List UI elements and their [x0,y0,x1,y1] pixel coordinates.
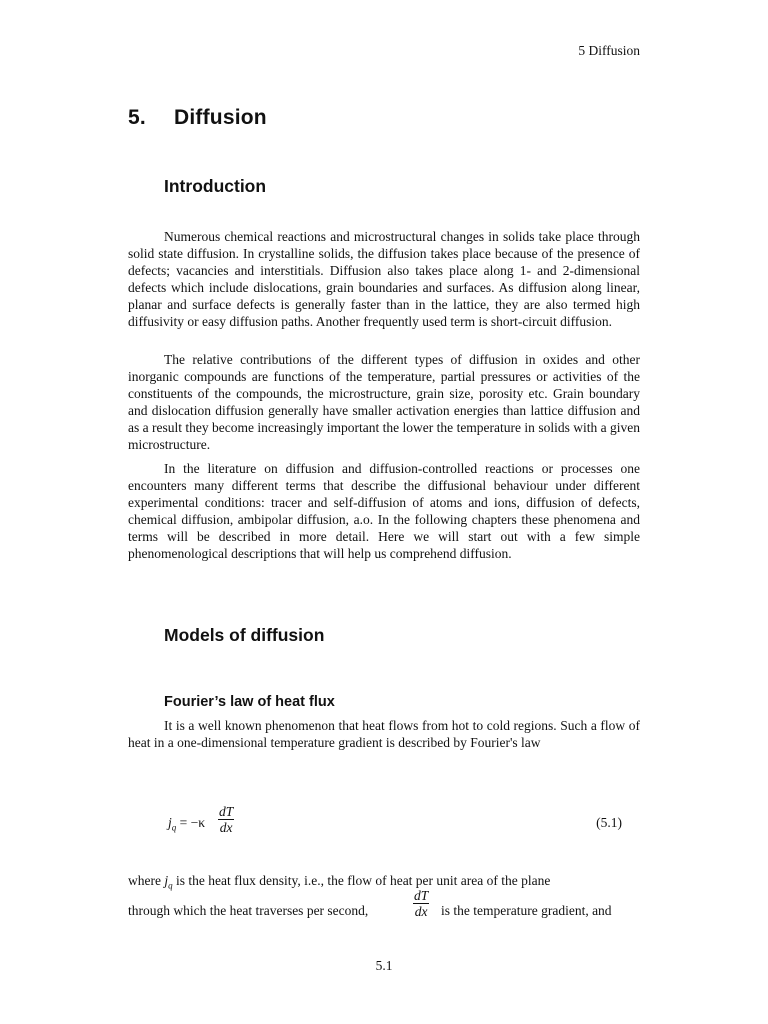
paragraph-fourier: It is a well known phenomenon that heat flows from hot to cold regions. Such a flow of heat in a one-dimensional temperature gradient is described by Fourier's law [128,718,640,750]
equation-5-1 [168,801,640,847]
equation-denominator: dx [219,820,233,835]
running-header: 5 Diffusion [578,43,640,58]
section-heading-introduction: Introduction [164,176,267,196]
text-line-temperature-gradient [128,888,640,919]
paragraph-intro-1: Numerous chemical reactions and microstructural changes in solids take place through solid state diffusion. In crystalline solids, the diffusion takes place because of the presence of defects; vacancies and interstitials. Diffusion also takes place along 1- and 2-dimensional defects which include dislocations, grain boundaries and surfaces. As diffusion along linear, planar and surface defects is generally faster than in the lattice, they are also termed high diffusivity or easy diffusion paths. Another frequently used term is short-circuit diffusion. [128,229,640,329]
subsection-heading-fourier: Fourier’s law of heat flux [164,694,335,710]
paragraph-intro-2: The relative contributions of the different types of diffusion in oxides and other inorganic compounds are functions of the temperature, partial pressures or activities of the constituents of the compounds, the microstructure, grain size, porosity etc. Grain boundary and dislocation diffusion generally have smaller activation energies than lattice diffusion and as a result they become increasingly important the lower the temperature in solids with a given microstructure. [128,352,640,452]
text-line-flux-definition: where $j_q$ is the heat flux density, i.e., the flow of heat per unit area of the plane [128,873,551,891]
paragraph-intro-3: In the literature on diffusion and diffusion-controlled reactions or processes one encounters many different terms that describe the diffusional behaviour under different experimental conditions: tracer and self-diffusion of atoms and ions, diffusion of defects, chemical diffusion, ambipolar diffusion, a.o. In the following chapters these phenomena and terms will be described in more detail. Here we will start out with a few simple phenomenological descriptions that will help us comprehend diffusion. [128,461,640,561]
equation-lhs: $j_q = -\kappa$ [168,815,206,833]
inline-fraction: $\frac{dT}{dx}$ [414,888,429,919]
section-heading-models: Models of diffusion [164,625,325,645]
chapter-title [128,104,267,132]
line-text-before-fraction: through which the heat traverses per second, [128,903,369,918]
equation-fraction [218,804,234,835]
line-text-after-fraction: is the temperature gradient, and [441,903,612,918]
chapter-number: 5. [128,106,146,129]
chapter-title-text: Diffusion [174,106,267,129]
equation-numerator: dT [219,804,234,819]
page-number: 5.1 [375,958,393,973]
equation-number: (5.1) [596,815,622,830]
